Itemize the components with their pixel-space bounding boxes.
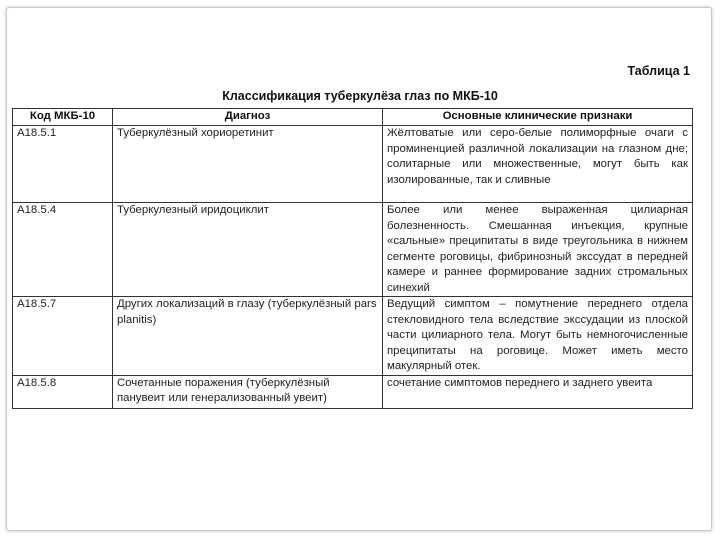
- cell-signs: Жёлтоватые или серо-белые полиморфные очаги с проминенцией различной локализации на глазном дне; солитарные или множественные, могут быть как изолированные, так и сливные: [383, 126, 693, 203]
- cell-code: А18.5.7: [13, 297, 113, 376]
- header-signs: Основные клинические признаки: [383, 109, 693, 126]
- table-title: Классификация туберкулёза глаз по МКБ-10: [222, 89, 498, 103]
- cell-diagnosis: Других локализаций в глазу (туберкулёзный pars planitis): [113, 297, 383, 376]
- cell-diagnosis: Туберкулёзный хориоретинит: [113, 126, 383, 203]
- table-header-row: [13, 109, 693, 126]
- cell-signs: Ведущий симптом – помутнение переднего отдела стекловидного тела вследствие экссудации из плоской части цилиарного тела. Могут быть немногочисленные преципитаты на роговице. Может иметь место макулярный отек.: [383, 297, 693, 376]
- table-number-label: Таблица 1: [627, 64, 690, 78]
- table-row: [13, 126, 693, 203]
- header-diagnosis: Диагноз: [113, 109, 383, 126]
- cell-code: А18.5.4: [13, 203, 113, 297]
- table-row: [13, 203, 693, 297]
- cell-signs: Более или менее выраженная цилиарная болезненность. Смешанная инъекция, крупные «сальные» преципитаты в виде треугольника в нижнем сегменте роговицы, фибринозный экссудат в передней камере и раннее формирование задних стромальных синехий: [383, 203, 693, 297]
- header-code: Код МКБ-10: [13, 109, 113, 126]
- cell-signs: сочетание симптомов переднего и заднего увеита: [383, 375, 693, 408]
- cell-code: А18.5.8: [13, 375, 113, 408]
- table-row: [13, 375, 693, 408]
- cell-diagnosis: Сочетанные поражения (туберкулёзный панувеит или генерализованный увеит): [113, 375, 383, 408]
- cell-diagnosis: Туберкулезный иридоциклит: [113, 203, 383, 297]
- cell-code: А18.5.1: [13, 126, 113, 203]
- classification-table: [12, 108, 693, 409]
- table-row: [13, 297, 693, 376]
